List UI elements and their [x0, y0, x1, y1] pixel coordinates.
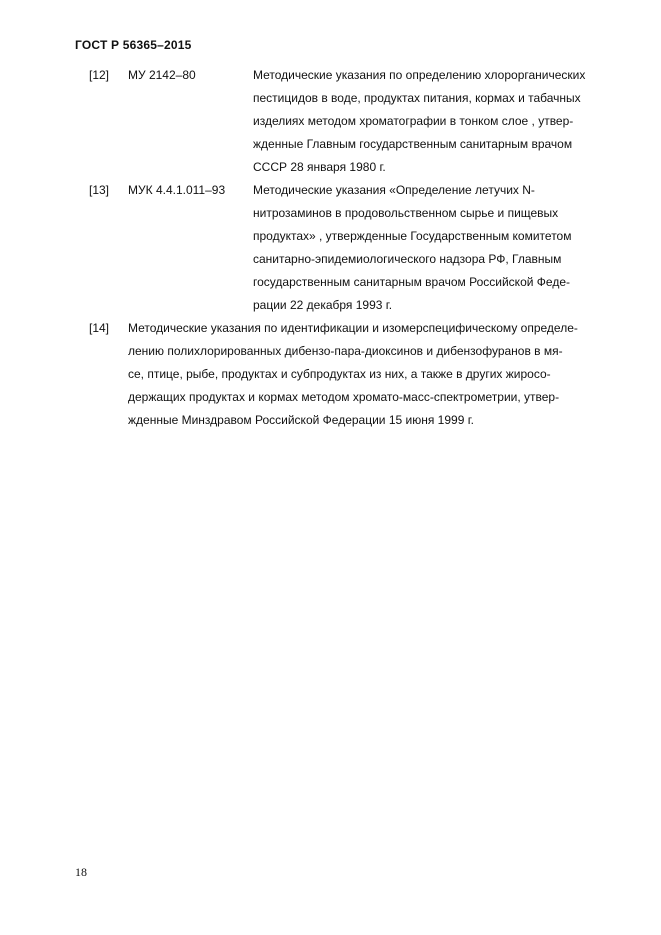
- reference-number: [13]: [89, 183, 110, 197]
- reference-line: нитрозаминов в продовольственном сырье и пищевых: [253, 206, 559, 220]
- reference-line: государственным санитарным врачом Российской Феде-: [253, 275, 570, 289]
- reference-item-14: [0, 317, 661, 432]
- reference-line: жденные Минздравом Российской Федерации 15 июня 1999 г.: [128, 413, 474, 427]
- reference-code: МУК 4.4.1.011–93: [128, 183, 226, 197]
- reference-line: Методические указания по определению хлорорганических: [253, 68, 586, 82]
- reference-line: се, птице, рыбе, продуктах и субпродуктах из них, а также в других жиросо-: [128, 367, 551, 381]
- reference-item-13: [0, 179, 661, 317]
- reference-line: Методические указания по идентификации и изомерспецифическому определе-: [128, 321, 578, 335]
- reference-line: Методические указания «Определение летучих N-: [253, 183, 535, 197]
- reference-line: пестицидов в воде, продуктах питания, кормах и табачных: [253, 91, 581, 105]
- reference-number: [12]: [89, 68, 110, 82]
- reference-line: санитарно-эпидемиологического надзора РФ, Главным: [253, 252, 562, 266]
- reference-number: [14]: [89, 321, 110, 335]
- document-header: ГОСТ Р 56365–2015: [75, 38, 192, 52]
- reference-line: держащих продуктах и кормах методом хромато-масс-спектрометрии, утвер-: [128, 390, 560, 404]
- reference-line: изделиях методом хроматографии в тонком слое , утвер-: [253, 114, 574, 128]
- reference-line: продуктах» , утвержденные Государственным комитетом: [253, 229, 572, 243]
- reference-list: [0, 64, 661, 432]
- reference-text: [128, 317, 625, 432]
- reference-code: МУ 2142–80: [128, 68, 196, 82]
- reference-line: рации 22 декабря 1993 г.: [253, 298, 393, 312]
- reference-text: [253, 64, 625, 179]
- reference-line: СССР 28 января 1980 г.: [253, 160, 386, 174]
- page-number: 18: [75, 865, 87, 879]
- reference-text: [253, 179, 625, 317]
- reference-line: лению полихлорированных дибензо-пара-диоксинов и дибензофуранов в мя-: [128, 344, 563, 358]
- reference-line: жденные Главным государственным санитарным врачом: [253, 137, 573, 151]
- reference-item-12: [0, 64, 661, 179]
